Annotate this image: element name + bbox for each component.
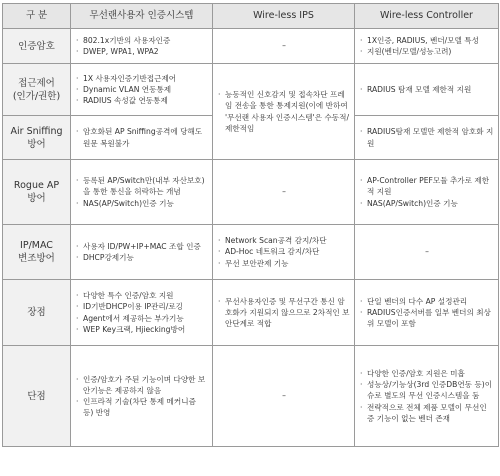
list-item: · 성능상/기능상(3rd 인증DB연동 등)이슈로 별도의 무선 인증시스템을 둠 bbox=[360, 379, 494, 401]
cell-auth-system bbox=[71, 116, 213, 160]
list-item: · 다양한 인증/암호 지원은 미흡 bbox=[360, 368, 494, 379]
list-item: · 전략적으로 전체 제품 모델이 무선인증 기능이 없는 벤더 존재 bbox=[360, 402, 494, 424]
list-item: · 사용자 ID/PW+IP+MAC 조합 인증 bbox=[76, 241, 208, 252]
row-category bbox=[3, 116, 71, 160]
list-item: · Dynamic VLAN 연동통제 bbox=[76, 84, 208, 95]
list-item: · 인프라적 기술(차단 통제 메커니즘 등) 반영 bbox=[76, 396, 208, 418]
category-line: 변조방어 bbox=[18, 253, 55, 264]
cell-controller bbox=[355, 346, 499, 447]
cell-auth-system bbox=[71, 225, 213, 280]
list-item: · 단일 벤더의 다수 AP 설정관리 bbox=[360, 296, 494, 307]
header-wlan-auth-system: 무선랜사용자 인증시스템 bbox=[71, 4, 213, 29]
row-category bbox=[3, 280, 71, 346]
list-item: · RADIUS 속성값 연동통제 bbox=[76, 95, 208, 106]
cell-controller bbox=[355, 160, 499, 225]
cell-ips: – bbox=[213, 346, 355, 447]
category-line: 장점 bbox=[27, 307, 46, 318]
row-category bbox=[3, 346, 71, 447]
list-item: · RADIUS탐재 모델만 제한적 암호화 지원 bbox=[360, 126, 494, 148]
category-line: Rogue AP bbox=[13, 180, 60, 191]
header-category: 구 분 bbox=[3, 4, 71, 29]
category-line: 단점 bbox=[27, 390, 46, 402]
category-line: (인가/권한) bbox=[12, 90, 61, 102]
header-row bbox=[3, 4, 499, 29]
category-line: 방어 bbox=[27, 138, 46, 150]
row-category bbox=[3, 64, 71, 116]
list-item: · DWEP, WPA1, WPA2 bbox=[76, 46, 208, 57]
cell-ips bbox=[213, 280, 355, 346]
category-line: Air Sniffing bbox=[10, 125, 63, 137]
list-item: · 1X인증, RADIUS, 벤더/모델 특성 bbox=[360, 35, 494, 46]
cell-auth-system bbox=[71, 29, 213, 64]
list-item: · 암호화된 AP Sniffing공격에 당해도 원문 복원불가 bbox=[76, 126, 208, 148]
cell-controller bbox=[355, 116, 499, 160]
row-category bbox=[3, 29, 71, 64]
list-item: · Network Scan공격 감지/차단 bbox=[218, 235, 350, 246]
table-row bbox=[3, 29, 499, 64]
list-item: · AP-Controller PEF모듈 추가로 제한적 지원 bbox=[360, 175, 494, 197]
header-wireless-ips: Wire-less IPS bbox=[213, 4, 355, 29]
header-wireless-controller: Wire-less Controller bbox=[355, 4, 499, 29]
list-item: · 능동적인 신호감지 및 접속차단 프레임 전송을 통한 통제지원(이에 반하여 '무선랜 사용자 인증시스템'은 수동적/제한적임 bbox=[218, 89, 350, 134]
list-item: · ID기반DHCP이용 IP관리/로깅 bbox=[76, 301, 208, 312]
list-item: · DHCP강제기능 bbox=[76, 252, 208, 263]
list-item: · Agent에서 제공하는 부가기능 bbox=[76, 313, 208, 324]
cell-controller bbox=[355, 64, 499, 116]
table-row bbox=[3, 160, 499, 225]
list-item: · RADIUS인증서버를 일부 벤더의 최상위 모델이 포함 bbox=[360, 307, 494, 329]
row-category bbox=[3, 225, 71, 280]
table-row bbox=[3, 346, 499, 447]
cell-controller bbox=[355, 280, 499, 346]
category-line: 방어 bbox=[27, 193, 46, 204]
cell-controller bbox=[355, 29, 499, 64]
category-line: 인증암호 bbox=[18, 40, 55, 52]
list-item: · RADIUS 탐재 모델 제한적 지원 bbox=[360, 84, 494, 95]
list-item: · NAS(AP/Switch)인증 기능 bbox=[76, 198, 208, 209]
list-item: · 802.1x기반의 사용자인증 bbox=[76, 35, 208, 46]
row-category bbox=[3, 160, 71, 225]
cell-ips: – bbox=[213, 29, 355, 64]
cell-ips bbox=[213, 225, 355, 280]
cell-auth-system bbox=[71, 346, 213, 447]
category-line: 접근제어 bbox=[18, 77, 55, 89]
cell-controller: – bbox=[355, 225, 499, 280]
list-item: · 등록된 AP/Switch만(내부 자산보호)을 통한 통신을 허락하는 개념 bbox=[76, 175, 208, 197]
cell-ips bbox=[213, 64, 355, 160]
list-item: · 1X 사용자인증기반접근제어 bbox=[76, 73, 208, 84]
cell-auth-system bbox=[71, 280, 213, 346]
category-line: IP/MAC bbox=[20, 240, 53, 251]
table-row bbox=[3, 64, 499, 116]
cell-auth-system bbox=[71, 160, 213, 225]
list-item: · 인증/암호가 주된 기능이며 다양한 보안기능은 제공하지 않음 bbox=[76, 374, 208, 396]
list-item: · 무선 보안관제 기능 bbox=[218, 258, 350, 269]
list-item: · AD-Hoc 네트워크 감지/차단 bbox=[218, 246, 350, 257]
list-item: · 지원(벤더/모델/성능고려) bbox=[360, 46, 494, 57]
list-item: · WEP Key크랙, Hjiecking방어 bbox=[76, 324, 208, 335]
list-item: · 다양한 특수 인증/암호 지원 bbox=[76, 290, 208, 301]
list-item: · 무선사용자인증 및 무선구간 통신 암호화가 지원되지 않으므로 2차적인 보안단계로 적합 bbox=[218, 296, 350, 330]
table-row bbox=[3, 280, 499, 346]
cell-ips: – bbox=[213, 160, 355, 225]
cell-auth-system bbox=[71, 64, 213, 116]
comparison-table bbox=[2, 3, 499, 447]
table-row bbox=[3, 225, 499, 280]
list-item: · NAS(AP/Switch)인증 기능 bbox=[360, 198, 494, 209]
